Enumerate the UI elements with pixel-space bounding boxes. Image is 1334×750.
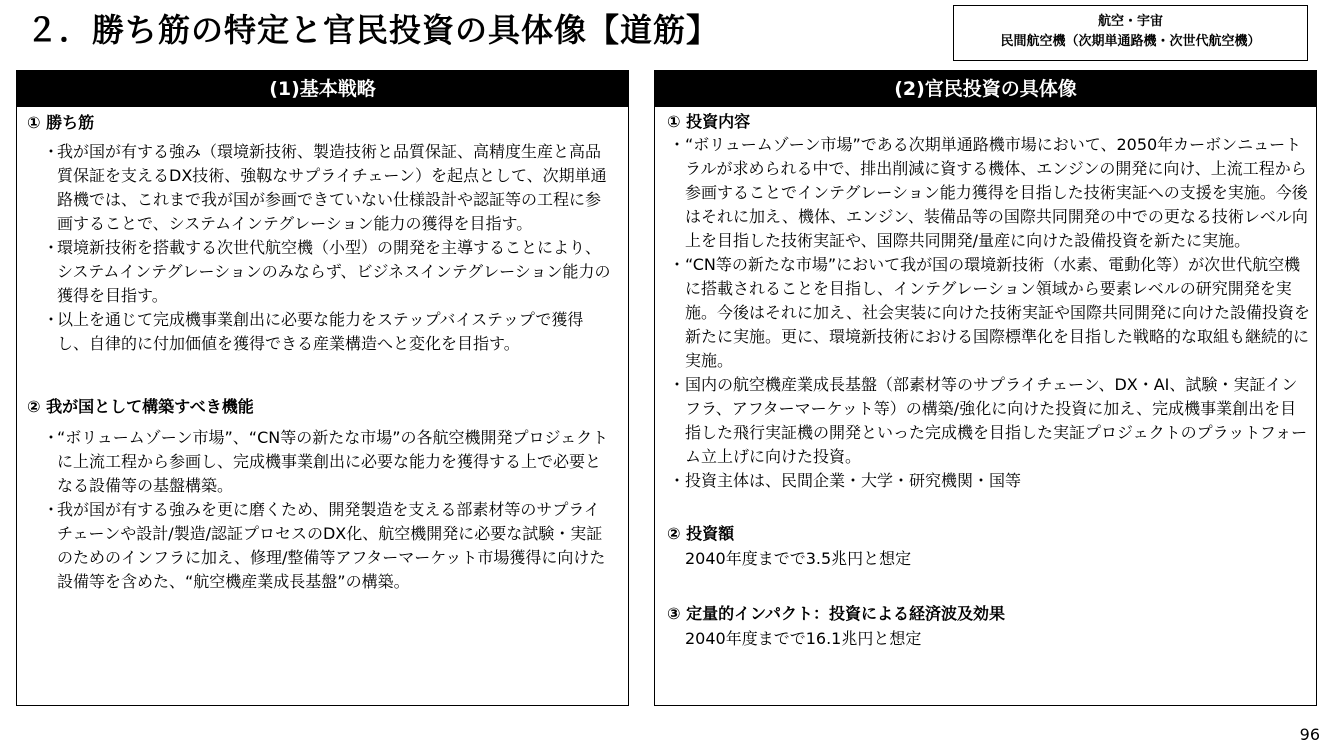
bullet-text: 環境新技術を搭載する次世代航空機（小型）の開発を主導することにより、システムインテグレーションのみならず、ビジネスインテグレーション能力の獲得を目指す。: [57, 238, 611, 305]
list-item: [655, 253, 1316, 373]
bullet-mark: ・: [669, 375, 686, 394]
quantitative-impact-heading: ③ 定量的インパクト：投資による経済波及効果: [667, 604, 1005, 623]
bullet-text: 投資主体は、民間企業・大学・研究機関・国等: [685, 471, 1022, 490]
bullet-text: “ボリュームゾーン市場”、“CN等の新たな市場”の各航空機開発プロジェクトに上流工程から参画し、完成機事業創出に必要な能力を獲得する上で必要となる設備等の基盤構築。: [57, 428, 609, 495]
basic-strategy-panel: [16, 70, 629, 706]
sector-tag-line1: 航空・宇宙: [1097, 14, 1163, 29]
list-item: [17, 498, 628, 594]
list-item: [655, 469, 1316, 493]
bullet-mark: ・: [43, 238, 60, 257]
investment-header: (2)官民投資の具体像: [655, 71, 1316, 107]
bullet-mark: ・: [669, 135, 686, 154]
bullet-mark: ・: [43, 310, 60, 329]
list-item: [17, 140, 628, 236]
bullet-text: 国内の航空機産業成長基盤（部素材等のサプライチェーン、DX・AI、試験・実証インフラ、アフターマーケット等）の構築/強化に向けた投資に加え、完成機事業創出を目指した飛行実証機の開発といった完成機を目指した実証プロジェクトのプラットフォーム立上げに向けた投資。: [685, 375, 1308, 466]
bullet-mark: ・: [669, 471, 686, 490]
sector-tag-box: [953, 5, 1308, 61]
page-number: 96: [1299, 725, 1320, 744]
sector-tag-line2: 民間航空機（次期単通路機・次世代航空機）: [1000, 34, 1261, 49]
winning-path-heading: ① 勝ち筋: [27, 113, 95, 132]
list-item: [17, 236, 628, 308]
quantitative-impact-value: 2040年度までで16.1兆円と想定: [685, 629, 922, 648]
bullet-mark: ・: [43, 142, 60, 161]
investment-amount-value: 2040年度までで3.5兆円と想定: [685, 549, 912, 568]
investment-amount-heading: ② 投資額: [667, 524, 735, 543]
bullet-text: 以上を通じて完成機事業創出に必要な能力をステップバイステップで獲得し、自律的に付加価値を獲得できる産業構造へと変化を目指す。: [57, 310, 584, 353]
bullet-mark: ・: [43, 500, 60, 519]
bullet-text: “ボリュームゾーン市場”である次期単通路機市場において、2050年カーボンニュートラルが求められる中で、排出削減に資する機体、エンジンの開発に向け、上流工程から参画することでインテグレーション能力獲得を目指した技術実証への支援を実施。今後はそれに加え、機体、エンジン、装備品等の国際共同開発の中での更なる技術レベル向上を目指した技術実証や、国際共同開発/量産に向けた設備投資を新たに実施。: [685, 135, 1308, 250]
bullet-mark: ・: [669, 255, 686, 274]
bullet-text: 我が国が有する強みを更に磨くため、開発製造を支える部素材等のサプライチェーンや設計/製造/認証プロセスのDX化、航空機開発に必要な試験・実証のためのインフラに加え、修理/整備等アフターマーケット市場獲得に向けた設備等を含めた、“航空機産業成長基盤”の構築。: [57, 500, 606, 591]
list-item: [655, 373, 1316, 469]
bullet-text: 我が国が有する強み（環境新技術、製造技術と品質保証、高精度生産と高品質保証を支えるDX技術、強靱なサプライチェーン）を起点として、次期単通路機では、これまで我が国が参画できていない仕様設計や認証等の工程に参画することで、システムインテグレーション能力の獲得を目指す。: [57, 142, 607, 233]
list-item: [17, 308, 628, 356]
bullet-mark: ・: [43, 428, 60, 447]
page-title: ２．勝ち筋の特定と官民投資の具体像【道筋】: [26, 11, 720, 49]
investment-content-heading: ① 投資内容: [667, 112, 751, 131]
bullet-text: “CN等の新たな市場”において我が国の環境新技術（水素、電動化等）が次世代航空機に搭載されることを目指し、インテグレーション領域から要素レベルの研究開発を実施。今後はそれに加え、社会実装に向けた技術実証や国際共同開発に向けた設備投資を新たに実施。更に、環境新技術における国際標準化を目指した戦略的な取組も継続的に実施。: [685, 255, 1310, 370]
list-item: [655, 133, 1316, 253]
public-private-investment-panel: [654, 70, 1317, 706]
list-item: [17, 426, 628, 498]
basic-strategy-header: (1)基本戦略: [17, 71, 628, 107]
required-functions-heading: ② 我が国として構築すべき機能: [27, 397, 254, 416]
